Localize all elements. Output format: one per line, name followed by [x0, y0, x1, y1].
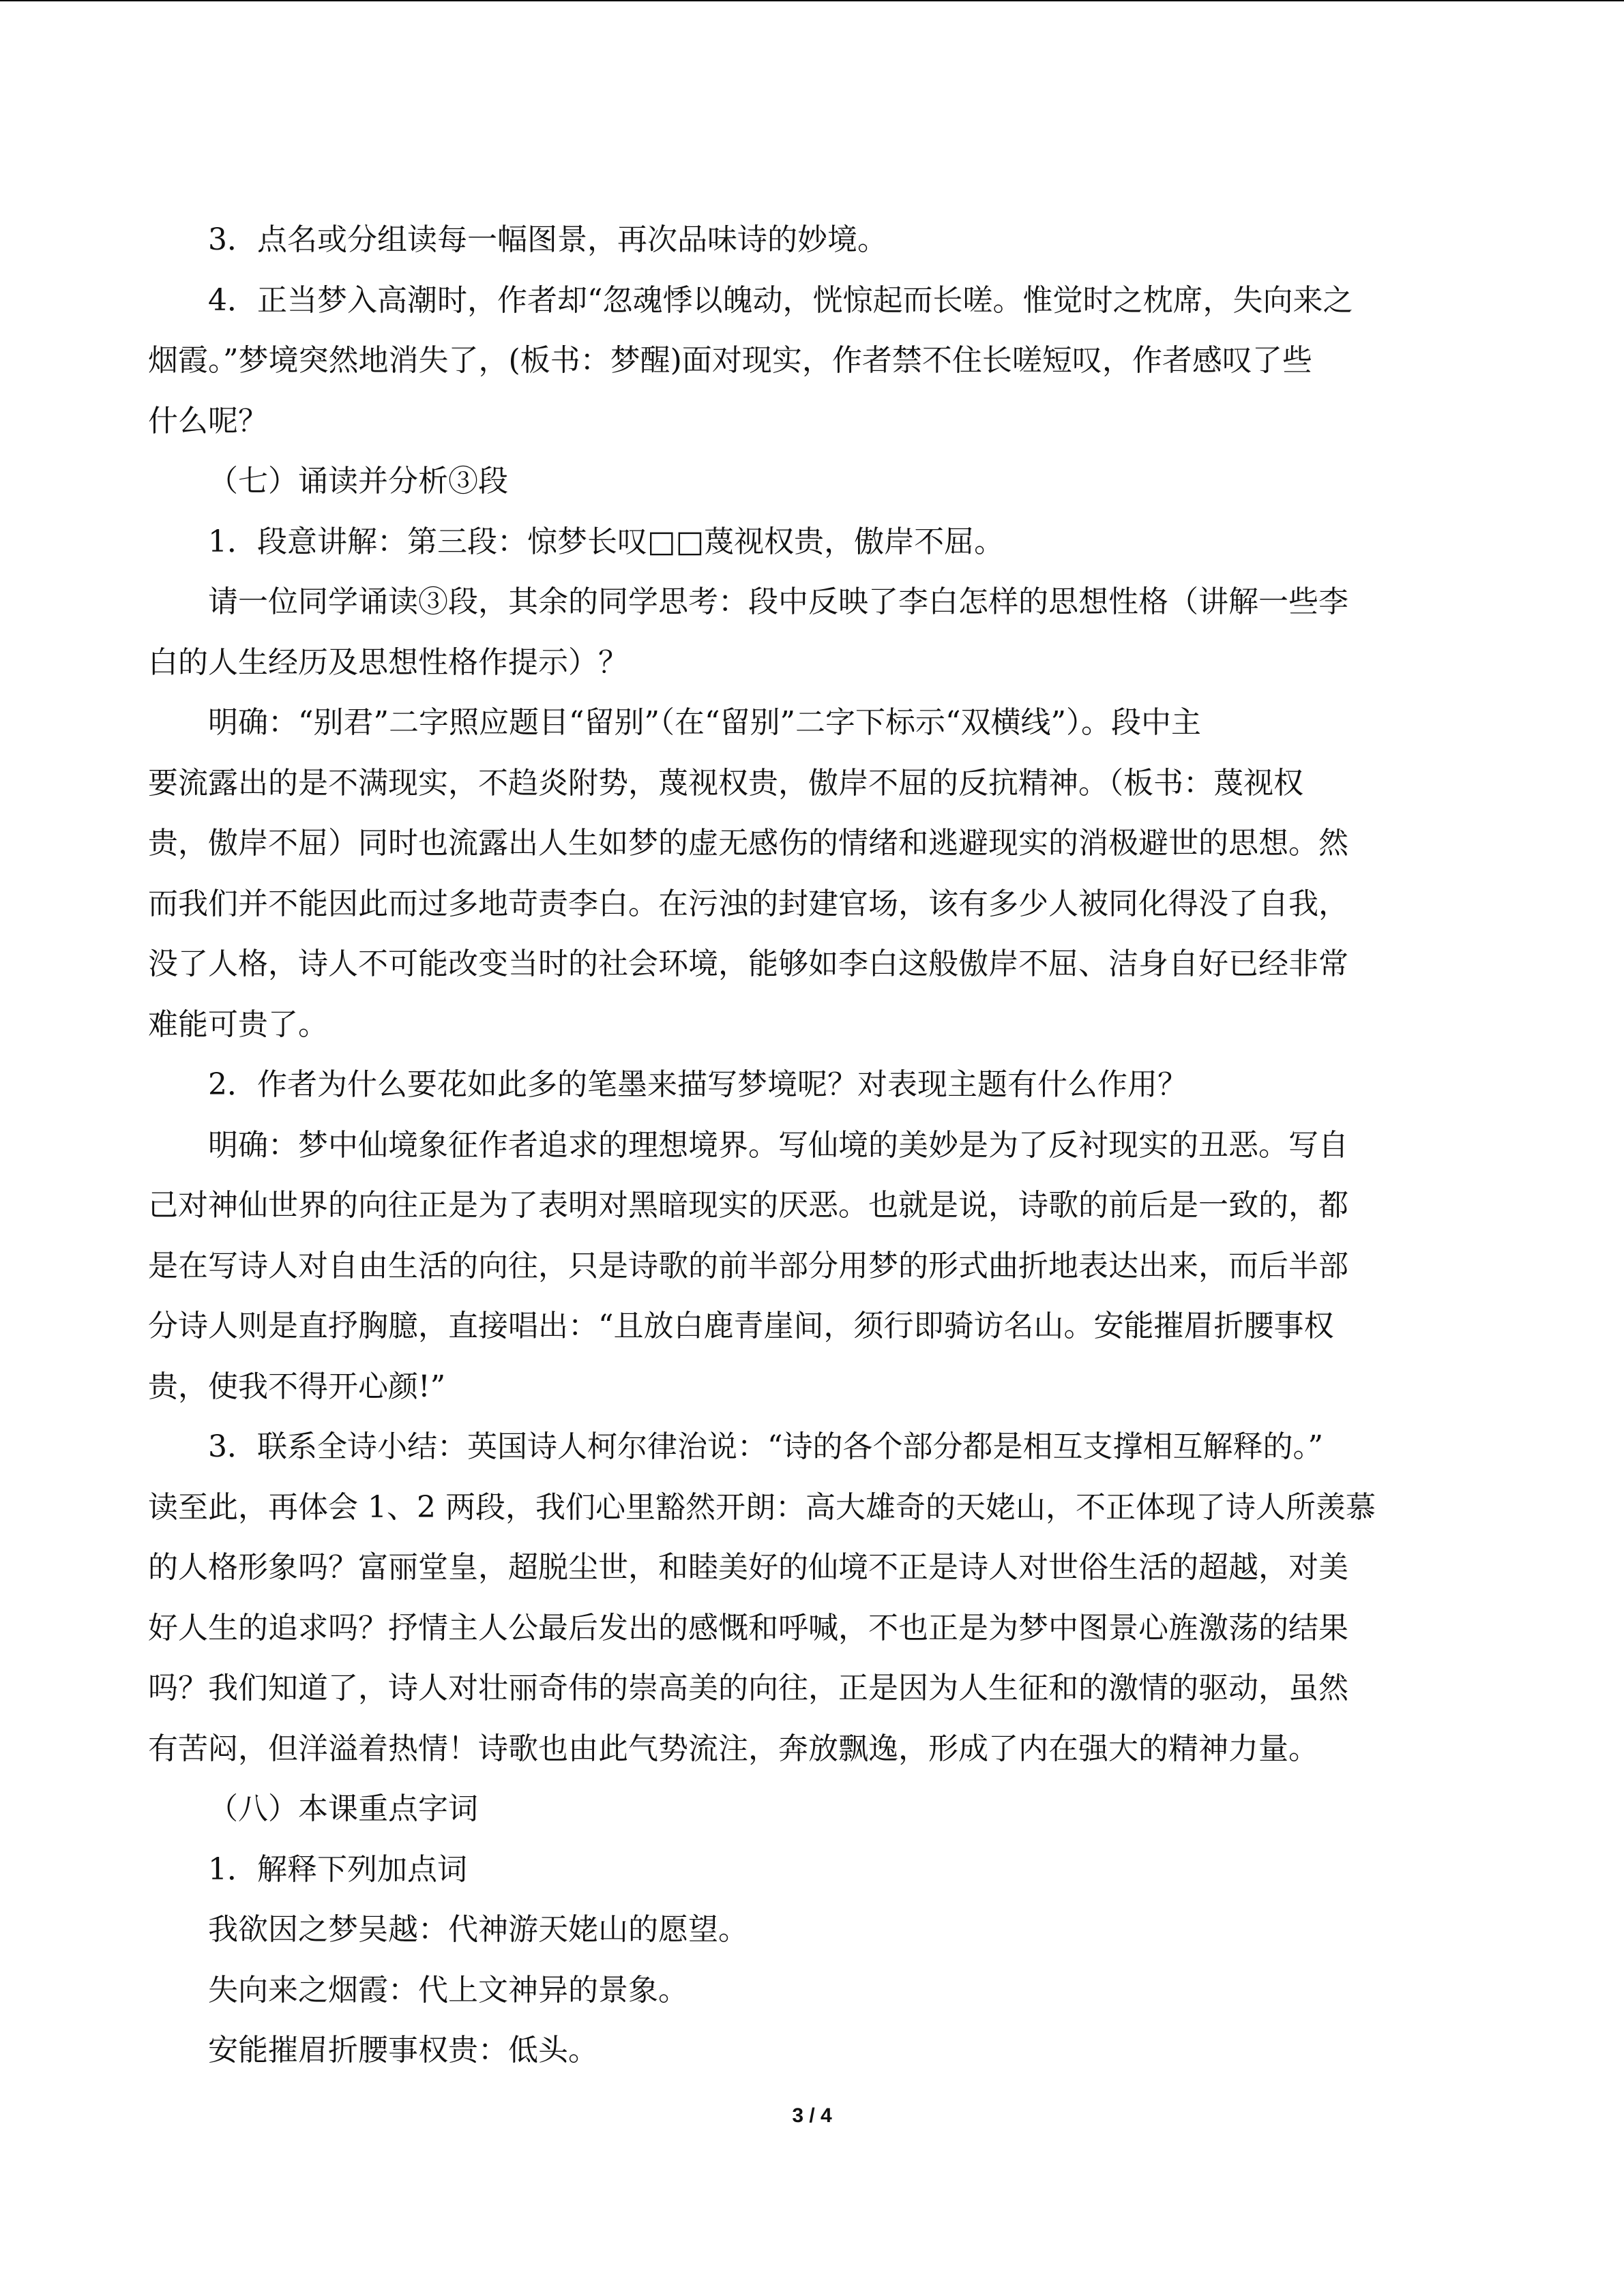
line-9: 明确：“别君”二字照应题目“留别”（在“留别”二字下标示“双横线”）。段中主 [208, 705, 1201, 740]
line-29: 我欲因之梦吴越：代神游天姥山的愿望。 [208, 1912, 748, 1947]
line-7: 请一位同学诵读③段，其余的同学思考：段中反映了李白怎样的思想性格（讲解一些李 [208, 584, 1348, 619]
line-25: 吗？我们知道了，诗人对壮丽奇伟的崇高美的向往，正是因为人生征和的激情的驱动，虽然 [148, 1671, 1348, 1705]
line-4: 什么呢？ [148, 403, 268, 438]
line-17: 己对神仙世界的向往正是为了表明对黑暗现实的厌恶。也就是说，诗歌的前后是一致的，都 [148, 1188, 1348, 1223]
line-3: 烟霞。”梦境突然地消失了，(板书：梦醒)面对现实，作者禁不住长嗟短叹，作者感叹了些 [148, 343, 1312, 378]
line-21: 3．联系全诗小结：英国诗人柯尔律治说：“诗的各个部分都是相互支撑相互解释的。” [208, 1429, 1323, 1464]
line-20: 贵，使我不得开心颜!” [148, 1369, 446, 1404]
line-31: 安能摧眉折腰事权贵：低头。 [208, 2033, 598, 2068]
body-text [148, 210, 1478, 2081]
page-number: 3 / 4 [792, 2104, 832, 2127]
line-2: 4．正当梦入高潮时，作者却“忽魂悸以魄动，恍惊起而长嗟。惟觉时之枕席，失向来之 [208, 282, 1353, 318]
top-border-line [0, 0, 1624, 1]
line-14: 难能可贵了。 [148, 1007, 328, 1042]
section-heading-8: （八）本课重点字词 [208, 1791, 478, 1826]
line-16: 明确：梦中仙境象征作者追求的理想境界。写仙境的美妙是为了反衬现实的丑恶。写自 [208, 1127, 1348, 1163]
line-15: 2．作者为什么要花如此多的笔墨来描写梦境呢？对表现主题有什么作用？ [208, 1067, 1187, 1102]
line-6: 1．段意讲解：第三段：惊梦长叹□□蔑视权贵，傲岸不屈。 [208, 524, 1005, 559]
line-28: 1．解释下列加点词 [208, 1851, 467, 1887]
line-18: 是在写诗人对自由生活的向往，只是诗歌的前半部分用梦的形式曲折地表达出来，而后半部 [148, 1248, 1348, 1283]
line-1: 3．点名或分组读每一幅图景，再次品味诗的妙境。 [208, 222, 887, 257]
line-12: 而我们并不能因此而过多地苛责李白。在污浊的封建官场，该有多少人被同化得没了自我， [148, 886, 1348, 921]
line-13: 没了人格，诗人不可能改变当时的社会环境，能够如李白这般傲岸不屈、洁身自好已经非常 [148, 946, 1348, 981]
line-8: 白的人生经历及思想性格作提示）？ [148, 644, 628, 680]
line-26: 有苦闷，但洋溢着热情！诗歌也由此气势流注，奔放飘逸，形成了内在强大的精神力量。 [148, 1731, 1318, 1766]
section-heading-7: （七）诵读并分析③段 [208, 464, 508, 498]
line-11: 贵，傲岸不屈）同时也流露出人生如梦的虚无感伤的情绪和逃避现实的消极避世的思想。然 [148, 826, 1348, 861]
line-30: 失向来之烟霞：代上文神异的景象。 [208, 1972, 688, 2008]
line-24: 好人生的追求吗？抒情主人公最后发出的感慨和呼喊，不也正是为梦中图景心旌激荡的结果 [148, 1610, 1348, 1645]
line-23: 的人格形象吗？富丽堂皇，超脱尘世，和睦美好的仙境不正是诗人对世俗生活的超越，对美 [148, 1550, 1348, 1585]
line-19: 分诗人则是直抒胸臆，直接唱出：“且放白鹿青崖间，须行即骑访名山。安能摧眉折腰事权 [148, 1309, 1334, 1343]
line-22: 读至此，再体会 1、2 两段，我们心里豁然开朗：高大雄奇的天姥山，不正体现了诗人所羡慕 [148, 1489, 1376, 1525]
line-10: 要流露出的是不满现实，不趋炎附势，蔑视权贵，傲岸不屈的反抗精神。（板书：蔑视权 [148, 765, 1303, 801]
